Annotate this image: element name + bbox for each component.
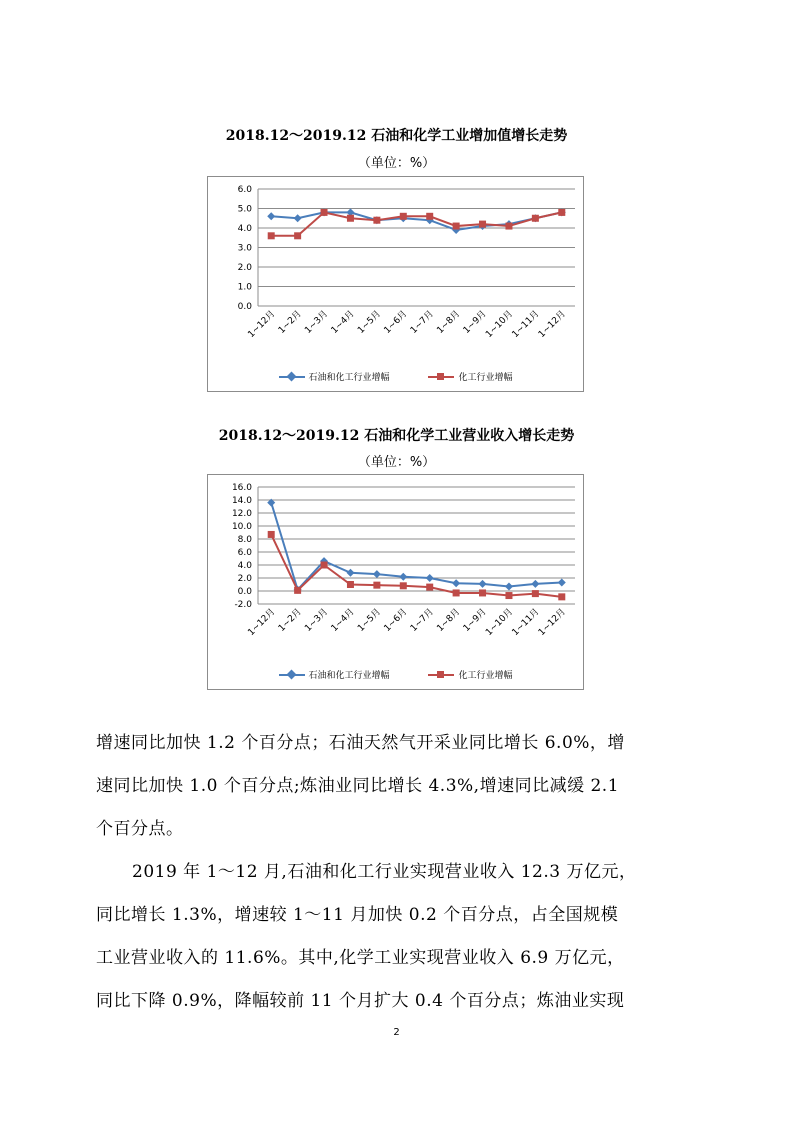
- x-tick-label: 1~3月: [303, 607, 331, 634]
- y-tick-label: 8.0: [237, 535, 252, 545]
- series-line-2: [271, 534, 562, 596]
- chart2-legend: [208, 668, 583, 681]
- data-point-square: [294, 587, 301, 594]
- data-point-square: [321, 562, 328, 569]
- chart2-plot: [208, 475, 583, 689]
- page-number: 2: [393, 1027, 400, 1038]
- legend-series-1: [279, 370, 390, 383]
- y-tick-label: 4.0: [237, 561, 252, 571]
- y-tick-label: 6.0: [237, 548, 252, 558]
- data-point-square: [558, 593, 565, 600]
- x-tick-label: 1~4月: [329, 309, 357, 336]
- legend-label-1: 石油和化工行业增幅: [308, 373, 390, 383]
- data-point-diamond: [346, 569, 354, 577]
- x-tick-label: 1~2月: [276, 607, 304, 634]
- x-tick-label: 1~3月: [303, 309, 331, 336]
- data-point-square: [532, 590, 539, 597]
- paragraph-line-7: 同比下降 0.9%，降幅较前 11 个月扩大 0.4 个百分点；炼油业实现: [96, 991, 625, 1011]
- x-tick-label: 1~11月: [510, 607, 542, 638]
- chart2-unit: （单位：%）: [357, 455, 436, 470]
- paragraph-line-6: 工业营业收入的 11.6%。其中,化学工业实现营业收入 6.9 万亿元，: [96, 948, 625, 968]
- y-tick-label: 2.0: [237, 574, 252, 584]
- data-point-square: [347, 215, 354, 222]
- legend-line-2: [428, 674, 454, 676]
- y-tick-label: 6.0: [237, 185, 252, 195]
- legend-line-1: [279, 376, 305, 378]
- x-tick-label: 1~8月: [435, 309, 463, 336]
- chart1-content: [238, 185, 575, 340]
- legend-series-2: [428, 668, 512, 681]
- x-tick-label: 1~4月: [329, 607, 357, 634]
- data-point-square: [268, 531, 275, 538]
- data-point-square: [400, 213, 407, 220]
- y-tick-label: 0.0: [237, 302, 252, 312]
- chart1-legend: [208, 370, 583, 383]
- y-tick-label: 16.0: [231, 483, 252, 493]
- y-tick-label: 14.0: [231, 496, 252, 506]
- data-point-square: [453, 223, 460, 230]
- chart1-frame: [207, 176, 584, 392]
- x-tick-label: 1~7月: [408, 607, 436, 634]
- x-tick-label: 1~10月: [484, 607, 516, 638]
- data-point-square: [294, 232, 301, 239]
- x-tick-label: 1~12月: [536, 309, 568, 340]
- series-line-2: [271, 212, 562, 235]
- y-tick-label: 5.0: [237, 204, 252, 215]
- data-point-square: [532, 215, 539, 222]
- data-point-diamond: [267, 212, 275, 220]
- paragraph-line-4: 2019 年 1～12 月,石油和化工行业实现营业收入 12.3 万亿元，: [132, 862, 637, 882]
- x-tick-label: 1~11月: [510, 309, 542, 340]
- legend-label-2: 化工行业增幅: [458, 671, 513, 681]
- x-tick-label: 1~12月: [246, 607, 278, 638]
- data-point-square: [347, 581, 354, 588]
- square-marker-icon: [437, 373, 444, 380]
- data-point-square: [479, 589, 486, 596]
- data-point-diamond: [426, 574, 434, 582]
- data-point-diamond: [399, 573, 407, 581]
- x-tick-label: 1~7月: [408, 309, 436, 336]
- legend-label-2: 化工行业增幅: [458, 373, 513, 383]
- legend-series-2: [428, 370, 512, 383]
- square-marker-icon: [437, 671, 444, 678]
- x-tick-label: 1~6月: [382, 309, 410, 336]
- x-tick-label: 1~9月: [461, 309, 489, 336]
- diamond-marker-icon: [286, 371, 296, 381]
- data-point-diamond: [505, 582, 513, 590]
- data-point-square: [479, 221, 486, 228]
- chart1-plot: [208, 177, 583, 391]
- x-tick-label: 1~10月: [484, 309, 516, 340]
- data-point-square: [426, 584, 433, 591]
- data-point-square: [426, 213, 433, 220]
- data-point-diamond: [558, 579, 566, 587]
- data-point-square: [321, 209, 328, 216]
- y-tick-label: 4.0: [237, 224, 252, 234]
- x-tick-label: 1~12月: [536, 607, 568, 638]
- data-point-square: [268, 232, 275, 239]
- data-point-square: [558, 209, 565, 216]
- chart1-title: 2018.12～2019.12 石油和化学工业增加值增长走势: [225, 128, 568, 144]
- data-point-diamond: [531, 580, 539, 588]
- y-tick-label: 2.0: [237, 263, 252, 273]
- series-line-1: [271, 503, 562, 590]
- legend-label-1: 石油和化工行业增幅: [308, 671, 390, 681]
- legend-line-1: [279, 674, 305, 676]
- data-point-square: [505, 223, 512, 230]
- y-tick-label: 3.0: [237, 243, 252, 254]
- chart2-content: [232, 483, 575, 638]
- y-tick-label: -2.0: [234, 600, 252, 610]
- x-tick-label: 1~5月: [356, 309, 383, 336]
- chart2-title: 2018.12～2019.12 石油和化学工业营业收入增长走势: [218, 428, 575, 444]
- data-point-diamond: [452, 579, 460, 587]
- paragraph-line-2: 速同比加快 1.0 个百分点;炼油业同比增长 4.3%,增速同比减缓 2.1: [96, 776, 620, 796]
- chart2-frame: [207, 474, 584, 690]
- data-point-square: [373, 217, 380, 224]
- y-tick-label: 10.0: [231, 522, 252, 532]
- paragraph-line-5: 同比增长 1.3%，增速较 1～11 月加快 0.2 个百分点，占全国规模: [96, 905, 619, 925]
- paragraph-line-3: 个百分点。: [96, 819, 184, 839]
- data-point-square: [505, 592, 512, 599]
- data-point-diamond: [294, 214, 302, 222]
- data-point-diamond: [373, 570, 381, 578]
- y-tick-label: 0.0: [237, 587, 252, 597]
- x-tick-label: 1~9月: [461, 607, 489, 634]
- x-tick-label: 1~8月: [435, 607, 463, 634]
- y-tick-label: 1.0: [237, 282, 252, 293]
- diamond-marker-icon: [286, 669, 296, 679]
- y-tick-label: 12.0: [231, 509, 252, 519]
- x-tick-label: 1~12月: [246, 309, 278, 340]
- x-tick-label: 1~2月: [276, 309, 304, 336]
- legend-line-2: [428, 376, 454, 378]
- x-tick-label: 1~6月: [382, 607, 410, 634]
- data-point-diamond: [479, 580, 487, 588]
- data-point-square: [453, 589, 460, 596]
- chart1-unit: （单位：%）: [357, 156, 436, 171]
- x-tick-label: 1~5月: [356, 607, 383, 634]
- legend-series-1: [279, 668, 390, 681]
- data-point-square: [373, 582, 380, 589]
- data-point-square: [400, 582, 407, 589]
- paragraph-line-1: 增速同比加快 1.2 个百分点；石油天然气开采业同比增长 6.0%，增: [96, 733, 625, 753]
